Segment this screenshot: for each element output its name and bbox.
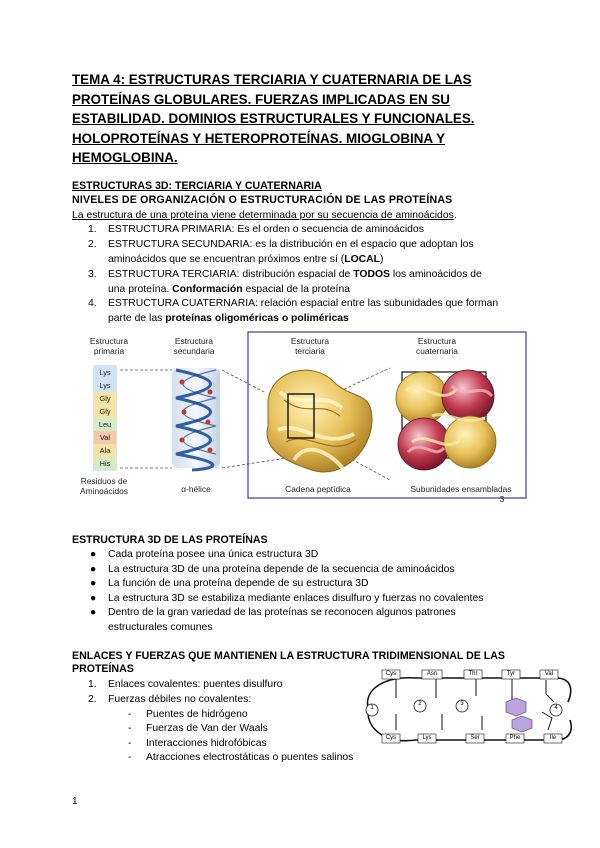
forces-item-covalent	[88, 678, 283, 693]
alpha-helix-drawing	[172, 368, 220, 470]
diag-cys2: Cys	[385, 735, 397, 741]
diag-n1: 1	[370, 705, 374, 711]
diag-ser: Ser	[470, 735, 480, 741]
diag-n3: 3	[460, 701, 464, 707]
quaternary-structure-drawing	[396, 370, 496, 470]
section1-intro	[72, 209, 457, 224]
intro-text: La estructura de una proteína viene determinada por su secuencia de aminoácidos	[72, 210, 454, 221]
bold-text: TODOS	[353, 269, 390, 280]
diag-val: Val	[544, 671, 554, 677]
bullet-text: La estructura 3D se estabiliza mediante enlaces disulfuro y fuerzas no covalentes	[108, 593, 484, 604]
subitem-text: Atracciones electrostáticas o puentes salinos	[146, 752, 354, 763]
list-text	[108, 268, 518, 283]
label-primary: Estructura primaria	[89, 336, 129, 356]
label-tertiary: Estructura terciaria	[290, 336, 330, 356]
section3-heading-line1: ENLACES Y FUERZAS QUE MANTIENEN LA ESTRUCTURA TRIDIMENSIONAL DE LAS	[72, 650, 505, 662]
list-text: ESTRUCTURA SECUNDARIA: es la distribución en el espacio que adoptan los	[108, 239, 474, 250]
bullet-text: La función de una proteína depende de su estructura 3D	[108, 578, 369, 589]
section2-heading: ESTRUCTURA 3D DE LAS PROTEÍNAS	[72, 534, 268, 546]
subitem	[128, 722, 268, 737]
residue-leu: Leu	[94, 418, 116, 431]
bold-text: LOCAL	[344, 253, 381, 265]
bullet-dot: ●	[90, 549, 97, 560]
list-item-primary	[88, 223, 424, 238]
subitem	[128, 751, 354, 766]
subitem-text: Puentes de hidrógeno	[146, 709, 248, 720]
list-item-secondary	[88, 238, 518, 267]
caption-residues: Residuos de Aminoácidos	[80, 476, 128, 496]
list-text: Fuerzas débiles no covalentes:	[108, 694, 252, 705]
tertiary-structure-drawing	[267, 370, 372, 472]
dash-marker: -	[128, 723, 132, 734]
label-quaternary: Estructura cuaternaria	[416, 336, 458, 356]
residue-lys-1: Lys	[94, 366, 116, 379]
caption-helix: α-hélice	[181, 484, 211, 494]
page-title: TEMA 4: ESTRUCTURAS TERCIARIA Y CUATERNARIA DE LAS PROTEÍNAS GLOBULARES. FUERZAS IMPLICADAS EN SU ESTABILIDAD. DOMINIOS ESTRUCTURALES Y FUNCIONALES. HOLOPROTEÍNAS Y HETEROPROTEÍNAS. MIOGLOBINA Y HEMOGLOBINA.	[72, 72, 475, 165]
diag-cys1: Cys	[385, 671, 397, 677]
bullet-item	[90, 606, 518, 635]
diag-tyr: Tyr	[506, 671, 516, 677]
caption-chain: Cadena peptídica	[285, 484, 351, 494]
subitem	[128, 737, 267, 752]
diag-thr: Thr	[468, 671, 478, 677]
diag-n2: 2	[418, 701, 422, 707]
dash-marker: -	[128, 738, 132, 749]
bullet-text: Dentro de la gran variedad de las proteínas se reconocen algunos patrones	[108, 607, 456, 618]
text-part: una proteína.	[108, 283, 173, 295]
bullet-text-line2: estructurales comunes	[108, 621, 213, 633]
list-text: ESTRUCTURA CUATERNARIA: relación espacial entre las subunidades que forman	[108, 298, 499, 309]
list-text-line2	[108, 253, 518, 268]
residue-lys-2: Lys	[94, 379, 116, 392]
dash-marker: -	[128, 709, 132, 720]
subitem-text: Interacciones hidrofóbicas	[146, 738, 267, 749]
subitem	[128, 708, 248, 723]
protein-structure-figure	[72, 330, 528, 502]
bullet-item	[90, 563, 455, 578]
bullet-dot: ●	[90, 578, 97, 589]
bold-text: proteínas oligoméricas o poliméricas	[165, 312, 349, 324]
intro-period: .	[453, 210, 457, 221]
text-part: parte de las	[108, 312, 166, 324]
page-number: 1	[72, 796, 78, 807]
bullet-item	[90, 548, 319, 563]
text-part: espacial de la proteína	[242, 283, 351, 295]
forces-diagram	[356, 668, 578, 748]
list-num: 2.	[88, 694, 97, 705]
bullet-text: La estructura 3D de una proteína depende de la secuencia de aminoácidos	[108, 564, 455, 575]
list-num: 2.	[88, 239, 97, 250]
list-item-tertiary	[88, 268, 518, 297]
section1-heading: ESTRUCTURAS 3D: TERCIARIA Y CUATERNARIA	[72, 180, 322, 192]
residue-ala: Ala	[94, 444, 116, 457]
slide-number: 3	[499, 494, 505, 504]
bold-text: Conformación	[172, 283, 243, 295]
list-item-quaternary	[88, 297, 528, 326]
residue-val: Val	[94, 431, 116, 444]
bullet-dot: ●	[90, 607, 97, 618]
section1-subheading: NIVELES DE ORGANIZACIÓN O ESTRUCTURACIÓN DE LAS PROTEÍNAS	[72, 194, 453, 206]
list-text-line2	[108, 283, 518, 298]
bullet-item	[90, 577, 369, 592]
subitem-text: Fuerzas de Van der Waals	[146, 723, 268, 734]
list-num: 1.	[88, 679, 97, 690]
list-num: 4.	[88, 298, 97, 309]
bullet-item	[90, 592, 484, 607]
list-text: Enlaces covalentes: puentes disulfuro	[108, 679, 283, 690]
label-secondary: Estructura secundaria	[173, 336, 215, 356]
text-part: los aminoácidos de	[390, 269, 482, 280]
diag-phe: Phe	[509, 735, 521, 741]
list-num: 1.	[88, 224, 97, 235]
residue-his: His	[94, 457, 116, 470]
caption-subunits: Subunidades ensambladas	[410, 484, 512, 494]
bullet-dot: ●	[90, 564, 97, 575]
text-part: aminoácidos que se encuentran próximos entre sí (	[108, 253, 345, 265]
diag-n4: 4	[554, 705, 558, 711]
residue-list	[94, 366, 116, 470]
residue-gly-2: Gly	[94, 405, 116, 418]
bullet-dot: ●	[90, 593, 97, 604]
diag-lys: Lys	[422, 735, 432, 741]
diag-ile: Ile	[549, 735, 557, 741]
list-num: 3.	[88, 269, 97, 280]
bullet-text: Cada proteína posee una única estructura 3D	[108, 549, 319, 560]
section3-heading-line2: PROTEÍNAS	[72, 663, 134, 675]
text-part: ESTRUCTURA TERCIARIA: distribución espacial de	[108, 269, 354, 280]
diag-asn: Asn	[426, 671, 438, 677]
residue-gly-1: Gly	[94, 392, 116, 405]
text-part: )	[380, 253, 384, 265]
dash-marker: -	[128, 752, 132, 763]
list-text: ESTRUCTURA PRIMARIA: Es el orden o secuencia de aminoácidos	[108, 224, 424, 235]
forces-item-weak	[88, 693, 252, 708]
list-text-line2	[108, 312, 528, 327]
